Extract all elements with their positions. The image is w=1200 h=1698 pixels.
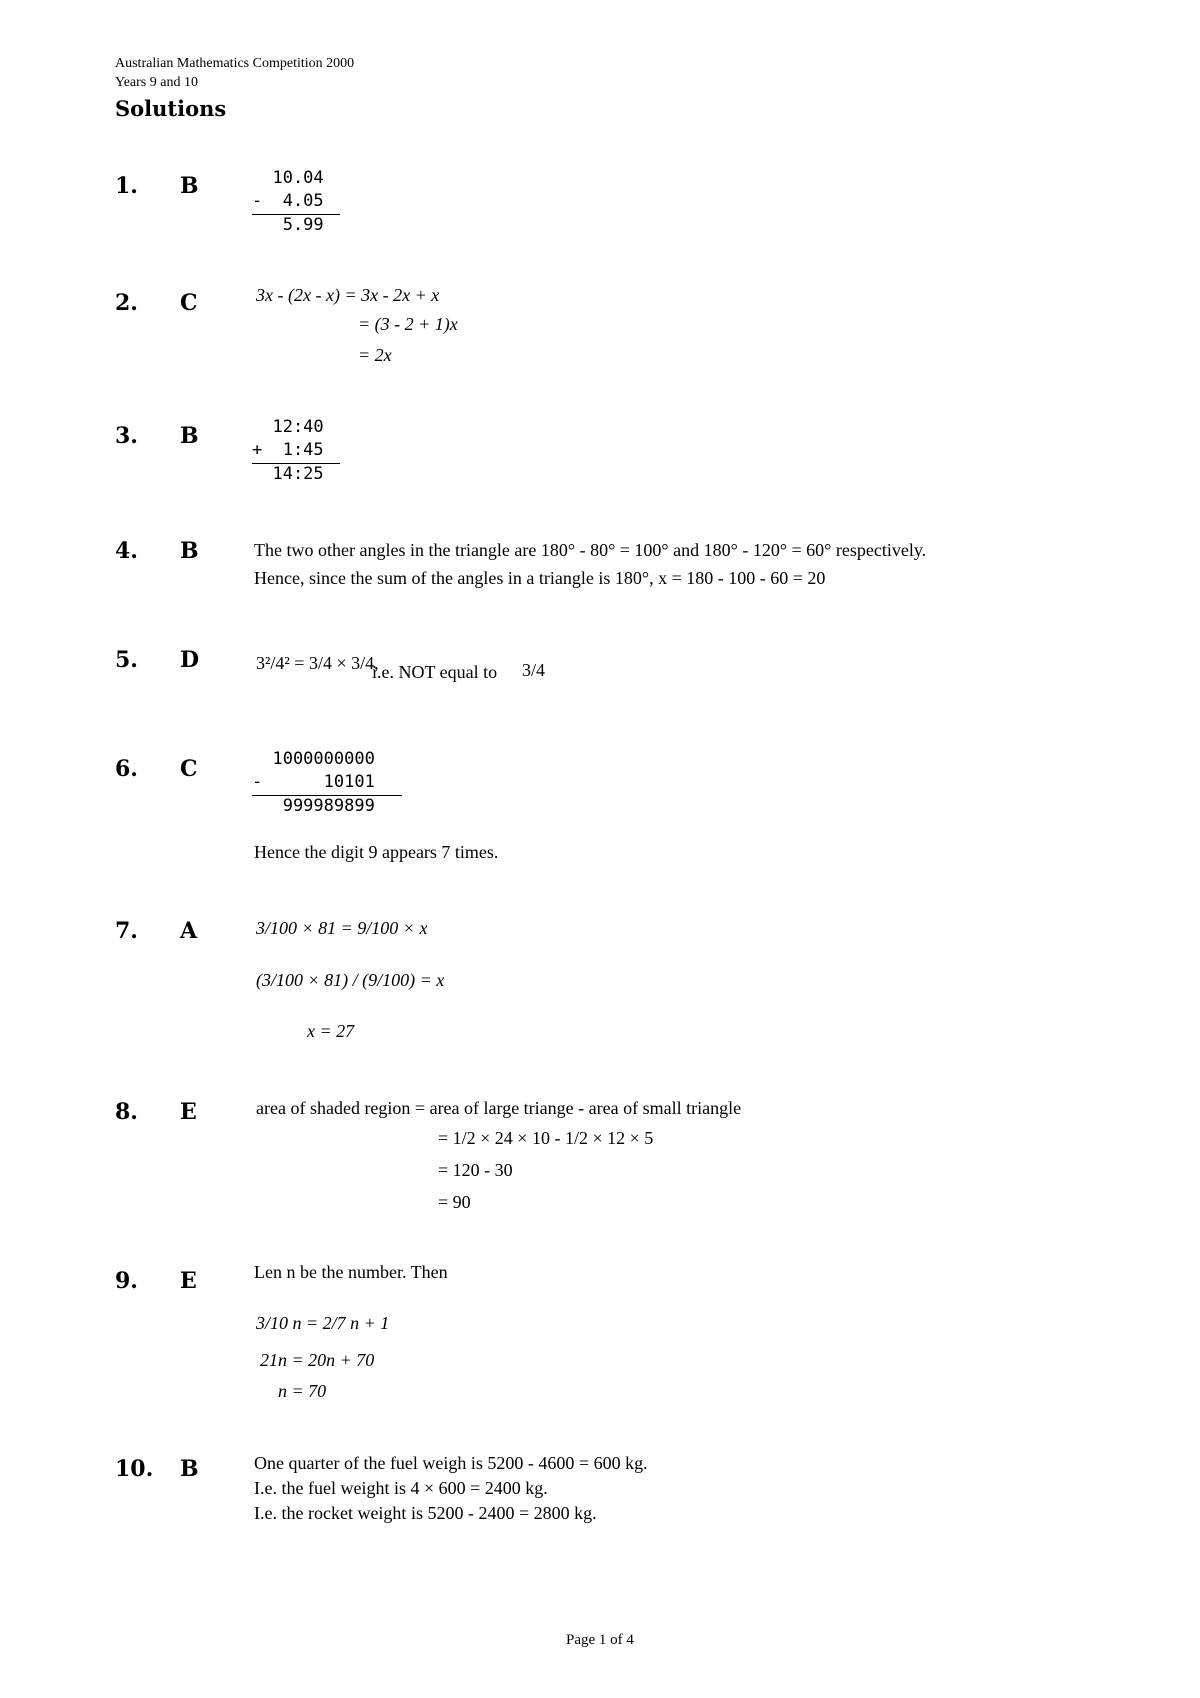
question-answer: E	[180, 1268, 197, 1294]
explanation-text: Hence the digit 9 appears 7 times.	[254, 842, 499, 862]
explanation-text: i.e. NOT equal to	[372, 662, 498, 682]
equation-line-3: = 2x	[358, 345, 392, 365]
subtraction-line-1: 10.04	[252, 168, 324, 188]
question-number: 10.	[115, 1456, 154, 1482]
equation-line-3: x = 27	[307, 1021, 355, 1041]
explanation-line-3: I.e. the rocket weight is 5200 - 2400 = 2800 kg.	[254, 1503, 597, 1523]
addition-line-1: 12:40	[252, 417, 324, 437]
subtraction-line-2: - 4.05	[252, 191, 324, 211]
explanation-line-1: One quarter of the fuel weigh is 5200 - 4600 = 600 kg.	[254, 1453, 648, 1473]
equation-line-1: 3/10 n = 2/7 n + 1	[256, 1313, 390, 1333]
question-answer: B	[180, 538, 199, 564]
subtraction-result: 5.99	[252, 215, 324, 235]
fraction-equation: 3²/4² = 3/4 × 3/4,	[256, 653, 379, 673]
question-answer: C	[180, 290, 198, 316]
question-number: 1.	[115, 173, 138, 199]
fraction-value: 3/4	[522, 660, 546, 680]
competition-title: Australian Mathematics Competition 2000	[115, 56, 355, 71]
explanation-line-2: I.e. the fuel weight is 4 × 600 = 2400 kg.	[254, 1478, 548, 1498]
equation-line-2: = (3 - 2 + 1)x	[358, 314, 458, 334]
subtraction-line-1: 1000000000	[252, 749, 375, 769]
question-number: 7.	[115, 918, 138, 944]
question-number: 9.	[115, 1268, 138, 1294]
page-title: Solutions	[115, 96, 227, 121]
question-number: 6.	[115, 756, 138, 782]
subtraction-line-2: - 10101	[252, 772, 375, 792]
equation-line-3: n = 70	[278, 1381, 327, 1401]
question-number: 8.	[115, 1099, 138, 1125]
question-number: 3.	[115, 423, 138, 449]
equation-line-2: 21n = 20n + 70	[260, 1350, 375, 1370]
equation-line-2: = 1/2 × 24 × 10 - 1/2 × 12 × 5	[438, 1128, 654, 1148]
equation-line-1: 3x - (2x - x) = 3x - 2x + x	[256, 285, 440, 305]
question-number: 2.	[115, 290, 138, 316]
page-number: Page 1 of 4	[566, 1632, 634, 1648]
question-answer: E	[180, 1099, 197, 1125]
question-number: 5.	[115, 647, 138, 673]
years-label: Years 9 and 10	[115, 75, 198, 90]
question-answer: B	[180, 423, 199, 449]
equation-line-2: (3/100 × 81) / (9/100) = x	[256, 970, 445, 990]
explanation-text: Len n be the number. Then	[254, 1262, 448, 1282]
question-answer: B	[180, 173, 199, 199]
question-answer: A	[180, 918, 198, 944]
explanation-line-1: The two other angles in the triangle are 180° - 80° = 100° and 180° - 120° = 60° respectively.	[254, 540, 927, 560]
equation-line-1: 3/100 × 81 = 9/100 × x	[256, 918, 428, 938]
equation-line-4: = 90	[438, 1192, 471, 1212]
subtraction-result: 999989899	[252, 796, 375, 816]
question-answer: B	[180, 1456, 199, 1482]
question-answer: D	[180, 647, 200, 673]
equation-line-1: area of shaded region = area of large triange - area of small triangle	[256, 1098, 742, 1118]
question-number: 4.	[115, 538, 138, 564]
addition-result: 14:25	[252, 464, 324, 484]
equation-line-3: = 120 - 30	[438, 1160, 513, 1180]
explanation-line-2: Hence, since the sum of the angles in a triangle is 180°, x = 180 - 100 - 60 = 20	[254, 568, 826, 588]
addition-line-2: + 1:45	[252, 440, 324, 460]
question-answer: C	[180, 756, 198, 782]
